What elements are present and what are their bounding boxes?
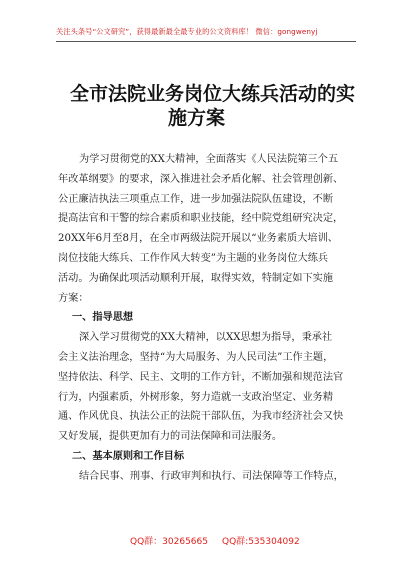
header-banner-text: 关注头条号“公文研究”，获得最新最全最专业的公文资料库！ 微信：gongwenyj (56, 27, 318, 36)
paragraph-line: 方案： (58, 292, 89, 304)
footer-qq-group-1: QQ群：30265665 (130, 537, 208, 547)
paragraph-line: 行为，内强素质，外树形象，努力造就一支政治坚定、业务精 (58, 391, 334, 403)
section-heading: 二、基本原则和工作目标 (72, 450, 185, 462)
paragraph-line: 公正廉洁执法三项重点工作，进一步加强法院队伍建设，不断 (58, 193, 334, 205)
header-banner (56, 27, 356, 42)
paragraph-line: 活动。为确保此项活动顺利开展，取得实效，特制定如下实施 (58, 272, 334, 284)
paragraph-line: 深入学习贯彻党的XX大精神，以XX思想为指导，秉承社 (79, 332, 333, 344)
paragraph-line: 提高法官和干警的综合素质和职业技能，经中院党组研究决定， (58, 213, 344, 225)
paragraph-line: 20XX年6月至8月，在全市两级法院开展以“业务素质大培训、 (58, 233, 338, 245)
paragraph-line: 年改革纲要》的要求，深入推进社会矛盾化解、社会管理创新、 (58, 173, 344, 185)
document-title-line-1: 全市法院业务岗位大练兵活动的实 (70, 83, 356, 105)
paragraph-line: 通、作风优良、执法公正的法院干部队伍，为我市经济社会又快 (58, 411, 344, 423)
document-title (70, 82, 370, 130)
paragraph-line: 会主义法治理念，坚持“为大局服务、为人民司法”工作主题， (58, 351, 334, 363)
paragraph-line: 又好发展，提供更加有力的司法保障和司法服务。 (58, 431, 283, 443)
paragraph-line: 坚持依法、科学、民主、文明的工作方针，不断加强和规范法官 (58, 371, 344, 383)
footer-qq-group-2: QQ群:535304092 (222, 537, 300, 547)
document-body (58, 150, 353, 487)
section-heading: 一、指导思想 (72, 312, 134, 324)
paragraph-line: 为学习贯彻党的XX大精神，全面落实《人民法院第三个五 (79, 154, 339, 165)
paragraph-line: 岗位技能大练兵、工作作风大转变”为主题的业务岗位大练兵 (58, 252, 329, 264)
document-title-line-2: 施方案 (168, 107, 226, 129)
paragraph-line: 结合民事、刑事、行政审判和执行、司法保障等工作特点， (79, 470, 344, 482)
